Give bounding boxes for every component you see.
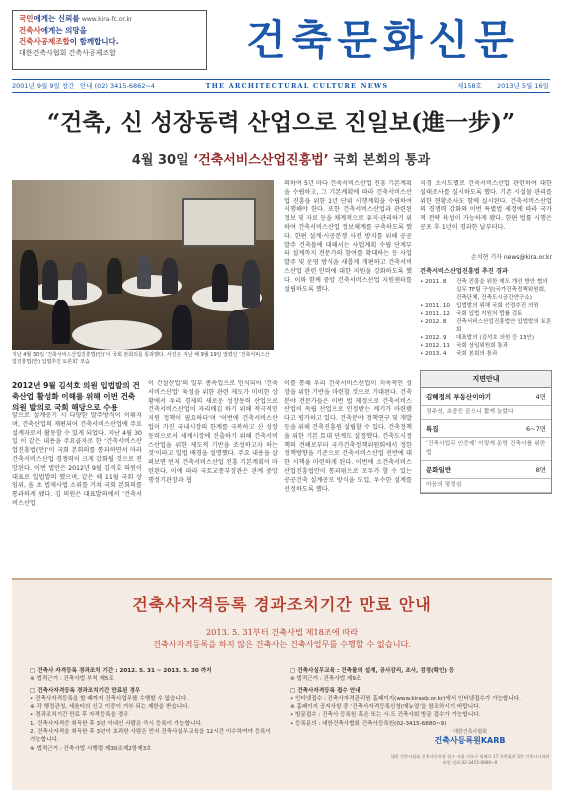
chronology-item (420, 302, 552, 310)
chronology-text: 국회 상임위원회 통과 (456, 343, 509, 349)
notice-title: 건축사자격등록 경과조치기간 만료 안내 (132, 595, 432, 614)
notice-line: 1. 건축사자격증 취득한 후 3년 이내인 사람은 즉시 등록이 가능합니다. (30, 720, 203, 727)
chronology-item (420, 350, 552, 358)
contents-item[interactable] (421, 420, 551, 438)
notice-line: ※ 법적근거 : 건축사법 시행령 제30조제2항제3호 (30, 745, 152, 752)
chronology-item (420, 310, 552, 318)
notice-line: ※ 각 행정관청, 세움터의 신고 이중이 거부 되는 제한을 받습니다. (30, 704, 190, 711)
contents-item-page: 4면 (535, 393, 546, 401)
contents-item-page: 6~7면 (526, 425, 546, 433)
issue-date: 2013년 5월 16일 (497, 82, 549, 90)
karb-logo: 대한건축사협회 건축사등록원KARB (434, 729, 506, 745)
contents-box (420, 370, 552, 494)
english-title: THE ARCHITECTURAL CULTURE NEWS (205, 82, 389, 90)
contents-item-label: 김혜정의 부동산이야기 (426, 393, 492, 401)
notice-line: • 건축사자격등록을 할 때까지 건축사업무를 수행할 수 없습니다. (30, 695, 189, 702)
article-column-2: 이 건설산업'의 일부 종속업으로 인식되어 '건축서비스산업' 육성을 위한 관련 제도가 미비한 상황에서 우리 경제의 새로운 성장동력 산업으로 건축서비스산업이 자리매김 하기 위해 적극적인 지원 정책이 필요하다'며 '이번에 건축서비스산업이 가진 국내시장의 한계를 극복하고 신 성장동력으로서 세계시장에 진출하기 위해 건축서비스산업을 위한 제도적 기반을 조성하고자 하는 것'이라고 입법 배경을 설명했다. 주요 내용을 살펴보면 먼저 건축서비스산업 진흥 기본계획이 마련된다. 이에 따라 국토교통부장관은 관계 중앙행정기관장과 협 (148, 380, 278, 484)
notice-line: □ 건축사실무교육 : 건축물의 설계, 공사감리, 조사, 검정(확인) 등 (290, 668, 455, 674)
article-column-3: 의하여 5년 마다 건축서비스산업 진흥 기본계획을 수립하고, 그 기본계획에 따라 건축서비스산업 진흥을 위한 1년 단위 시행계획을 수립하여 시행해야 한다. 또한 건축서비스산업과 관련된 정보 및 자료 등을 체계적으로 유지·관리하기 위하여 건축서비스산업 정보체계를 구축하도록 했다. 한편 설계·시공분쟁 사전 방지를 위해 공공발주 건축물에 대해서는 사업계획 수립 단계부터 설계까지 전문가의 참여를 확대하는 등 사업 발주 및 운영 방식을 새롭게 개편하고 건축서비스산업 관련 인력에 대한 지원을 강화하도록 했다. 이와 함께 중앙 건축서비스산업 지원센터를 설립하도록 했다. (284, 180, 412, 293)
projection-screen (182, 198, 256, 247)
founded-date: 2001년 9월 9일 창간 (12, 82, 75, 90)
contents-item-label: 특집 (426, 425, 439, 433)
contents-item[interactable] (421, 388, 551, 406)
notice-line: ※ 법적근거 : 건축사법 제9조 (290, 676, 362, 683)
article-column-1: 앞으로 설계공기 시 다양한 발주방식이 이뤄지며, 건축산업의 재편되어 건축서비스산업에 주요 설계자로서 활동할 수 있게 되었다. 지난 4월 30일 이 같은 내용을 주요골자로 한 ‘건축서비스산업진흥법(안)’이 국회 본회의를 통과하면서 마라 건축서비스산업 경쟁력이 크게 강화될 것으로 전망된다. 이번 법안은 2012년 9월 김석호 의원이 대표로 입법발의 했으며, 같은 해 11월 국회 상임위, 올 초 법제사법 소위를 거쳐 국회 본회의를 통과하게 됐다. 김 의원은 대표발의에서 ‘건축서비스산업 (12, 412, 142, 507)
contents-item-desc: 정주성, 초중등 끝으니 짧게 늘렸다 (421, 406, 551, 420)
slogan-org: 대한건축사협회 건축사공제조합 (19, 49, 116, 57)
chronology-date: • 2011. 10 (420, 303, 450, 309)
chronology-text: 입법발의 위해 국회 선정추진 의원 (456, 303, 539, 309)
chronology-text: 대표발의 (김석호 의원 등 13인) (456, 335, 535, 341)
slogan-box (12, 10, 207, 70)
contents-item[interactable] (421, 461, 551, 479)
chronology-item (420, 334, 552, 342)
chronology-list (420, 278, 552, 358)
notice-line: ※ 법적근거 : 건축사법 부칙 제5조 (30, 676, 114, 683)
chronology-item (420, 278, 552, 302)
notice-line: ※ 홈페이지 공지사항 중 ‘건축사자격등록신청(매뉴얼’을 참조하시기 바랍니다. (290, 704, 481, 711)
article-lead: 2012년 9월 김석호 의원 입법발의 건축산업 활성화 이해를 위해 이번 건축 의원 발의로 국회 해당으로 수용 (12, 381, 140, 412)
article-column-4: 이를 통해 우리 건축서비스산업이 지속적인 성장을 위한 기반을 마련할 것으로 기대된다. 건축분야 전문가들은 이번 법 제정으로 건축서비스산업이 독립 산업으로 인정받는 계기가 마련됐다고 평가하고 있다. 건축분야 정책연구 및 개발 등을 위해 건축진흥원 설립할 수 있다. 건축정책을 위한 기본 토대 단계도 설정했다. 건축도시정책의 견해로부터 국가건축정책위원회에서 정한 정책방향을 기준으로 건축서비스산업 전반에 대한 시책을 마련하게 된다. 이번에 소건축서비스산업진흥법안이 통과됨으로 모두가 할 수 있는 공공건축 설계공모 방식을 도입, 우수한 설계를 선정하도록 했다. (284, 380, 412, 493)
chronology-text: 국회 입법 지원처 법률 검토 (456, 311, 523, 317)
chronology-date: • 2011. 8 (420, 279, 447, 285)
byline: 손석현 기자 news@kira.or.kr (471, 254, 552, 261)
chronology-box (420, 268, 552, 358)
contents-item-page: 8면 (535, 466, 546, 474)
contents-item-desc: ‘건축사업무 인증제’ 이렇게 운영 건축사를 위한 법 (421, 438, 551, 461)
notice-line: • 경과조치기간 만료 후 자격등록을 경우 (30, 712, 129, 719)
newspaper-title: 건축문화신문 (246, 16, 520, 64)
slogan-line-1: 국민에게는 신뢰를 www.kira-fc.or.kr (19, 14, 133, 23)
subheadline: 4월 30일 ‘건축서비스산업진흥법’ 국회 본회의 통과 (131, 153, 431, 168)
contents-item-label: 문화일반 (426, 466, 452, 474)
info-bar (12, 79, 550, 93)
event-photo (12, 180, 274, 350)
notice-line: □ 건축사 자격등록 경과조치 기간 : 2012. 5. 31 ~ 2013. 5. 30 까지 (30, 668, 212, 674)
contact-phone: 안내 (02) 3415-6862~4 (80, 82, 156, 90)
chronology-text: 건축서비스산업진흥법안 입법발의 토론회 (456, 319, 552, 333)
notice-line: 2. 건축사자격을 취득한 후 3년이 초과한 사람은 먼저 건축사실무교육을 12시간 이수하여야 등록이 가능합니다. (30, 729, 271, 744)
notice-left-column (30, 664, 275, 753)
site-url[interactable]: www.kira-fc.or.kr (81, 16, 133, 23)
chronology-item (420, 318, 552, 334)
slogan-line-2: 건축사에게는 의망을 (19, 26, 87, 35)
notice-line: □ 건축사자격등록 접수 안내 (290, 687, 361, 694)
chronology-date: • 2013. 4 (420, 351, 447, 357)
chronology-title: 건축서비스산업진흥법 추진 경과 (420, 268, 508, 275)
notice-right-column (290, 664, 535, 728)
chronology-item (420, 342, 552, 350)
chronology-date: • 2011. 12 (420, 311, 450, 317)
notice-line: • 등록문의 : 대한건축사협회 건축사등록원(02-3415-6880~9) (290, 720, 447, 727)
issue-number: 제158호 (457, 82, 482, 90)
chronology-date: • 2012. 8 (420, 319, 447, 325)
article-column-5: 지경 소시도별로 건축서비스산업 관련하여 대한 실태조사를 실시하도록 했다. 기존 시설물 관리를 위한 현황조사도 함께 실시된다. 건축서비스산업의 경쟁력 강화와 이번 특별법 제정에 따라 국가적 전략 육성이 가능하게 됐다. 한편 법률 시행은 공포 후 1년이 경과한 날부터다. (420, 180, 552, 231)
notice-line: □ 건축사자격등록 경과조치기간 만료된 경우 (30, 687, 141, 694)
chronology-text: 건축 진흥을 위한 제도 개선 방안 협의 실무 TF팀 구성(국가건축정책위원회, 건축단체, 건축도시공간연구소) (456, 279, 548, 301)
notice-line: • 인터넷접수 : 건축사자격관리원 홈페이지(www.kiraeb.or.kr)에서 인터넷접수가 가능합니다. (290, 695, 521, 702)
slogan-line-3: 건축사공제조합이 함께합니다. (19, 37, 119, 46)
notice-subtitle: 2013. 5. 31부터 건축사법 제18조에 따라 건축사자격등록을 하지 않은 건축사는 건축사업무를 수행할 수 없습니다. (152, 627, 412, 649)
chronology-text: 국회 본회의 통과 (456, 351, 498, 357)
contents-title: 지면안내 (421, 371, 551, 388)
notice-line: • 방문접수 : 건축사 등록원 혹은 또는 시·도 건축사회 방문 접수가 가능합니다. (290, 712, 481, 719)
chronology-date: • 2012. 11 (420, 343, 450, 349)
notice-footer: 대한 건축사협회 건축사등록원 접수 서울 서초구 방배로 17 건축회관 3층 건축사자격관리원 전화 02-3415-6880~9 (390, 754, 550, 765)
photo-caption: 지난 4월 30일 ‘건축서비스산업진흥법(안)’이 국회 본회의를 통과했다. 사진은 지난 해 9월 19일 열렸던 ‘건축서비스산업진흥법(안) 입법추진 토론회’ 모습 (12, 352, 270, 365)
contents-item-desc: 마음의 평정심 (421, 479, 551, 493)
chronology-date: • 2012. 9 (420, 335, 447, 341)
headline: “건축, 신 성장동력 산업으로 진일보(進一步)” (46, 109, 516, 136)
